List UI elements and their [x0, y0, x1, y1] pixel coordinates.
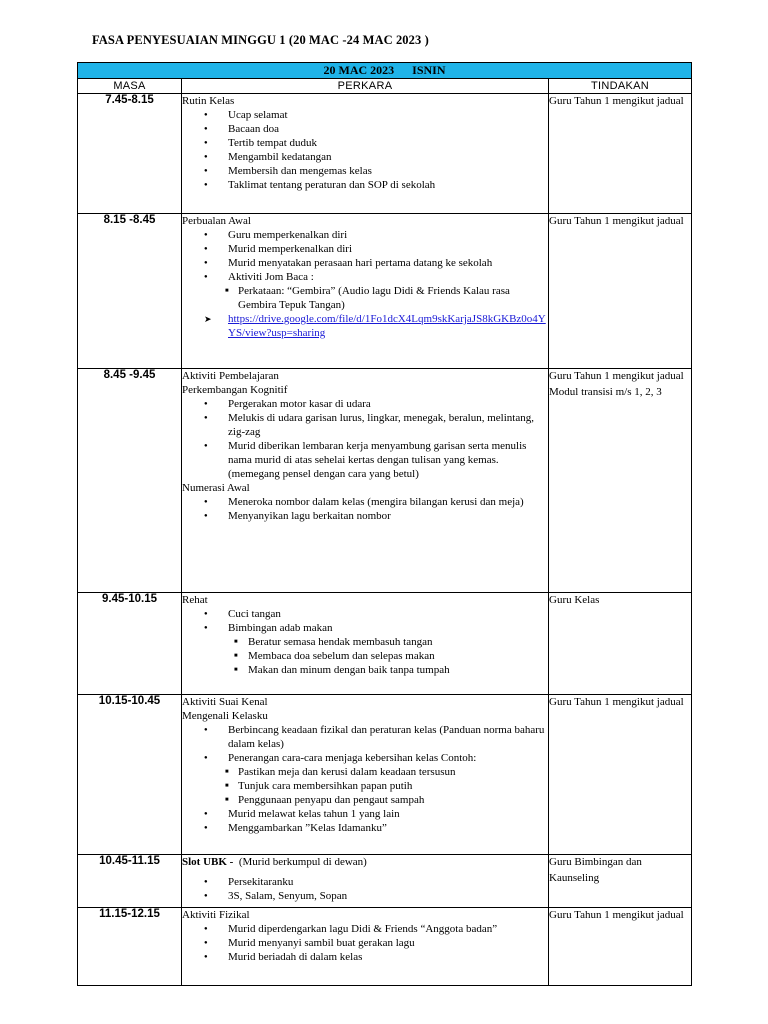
bullet-item: ● Menggambarkan ”Kelas Idamanku”	[182, 821, 548, 835]
schedule-row	[78, 695, 692, 855]
bullet-item: ● Melukis di udara garisan lurus, lingkar, menegak, beralun, melintang, zig-zag	[182, 411, 548, 439]
time-cell: 8.45 -9.45	[78, 369, 182, 593]
bullet-item: ● Murid diberikan lembaran kerja menyambung garisan serta menulis nama murid di atas sehelai kertas dengan tulisan yang kemas. (memegang pensel dengan cara yang betul)	[182, 439, 548, 481]
schedule-row	[78, 908, 692, 986]
section-heading: Numerasi Awal	[182, 482, 250, 494]
header-masa: MASA	[78, 79, 182, 94]
bullet-item: ● Guru memperkenalkan diri	[182, 228, 548, 242]
section-heading: Rehat	[182, 594, 208, 606]
bullet-item: ● Murid menyatakan perasaan hari pertama datang ke sekolah	[182, 256, 548, 270]
schedule-row	[78, 214, 692, 369]
audio-link[interactable]: https://drive.google.com/file/d/1Fo1dcX4Lqm9skKarjaJS8kGKBz0o4YYS/view?usp=sharing	[228, 313, 546, 339]
link-item	[182, 312, 548, 340]
sub-bullet-item: ■ Tunjuk cara membersihkan papan putih	[182, 779, 548, 793]
day-date: 20 MAC 2023	[323, 63, 395, 77]
bullet-item: ● Menyanyikan lagu berkaitan nombor	[182, 509, 548, 523]
action-cell: Guru Tahun 1 mengikut jadual Modul transisi m/s 1, 2, 3	[549, 369, 692, 593]
action-cell: Guru Tahun 1 mengikut jadual	[549, 908, 692, 986]
time-cell: 10.45-11.15	[78, 855, 182, 908]
bullet-item: ● Bimbingan adab makan	[182, 621, 548, 635]
schedule-row	[78, 593, 692, 695]
bullet-item: ● Persekitaranku	[182, 875, 548, 889]
sub-bullet-item: ■ Membaca doa sebelum dan selepas makan	[182, 649, 548, 663]
schedule-row	[78, 94, 692, 214]
bullet-item: ● Taklimat tentang peraturan dan SOP di sekolah	[182, 178, 548, 192]
bullet-item: ● Tertib tempat duduk	[182, 136, 548, 150]
schedule-row	[78, 855, 692, 908]
column-header-row	[78, 79, 692, 94]
bullet-item: ● Membersih dan mengemas kelas	[182, 164, 548, 178]
day-name: ISNIN	[412, 63, 446, 77]
day-header-cell	[78, 63, 692, 79]
section-heading: Aktiviti Pembelajaran	[182, 370, 279, 382]
time-cell: 7.45-8.15	[78, 94, 182, 214]
document-title: FASA PENYESUAIAN MINGGU 1 (20 MAC -24 MAC 2023 )	[92, 33, 429, 47]
section-heading: Aktiviti Suai Kenal	[182, 696, 268, 708]
time-cell: 11.15-12.15	[78, 908, 182, 986]
schedule-table	[77, 62, 692, 986]
bullet-item: ● Murid beriadah di dalam kelas	[182, 950, 548, 964]
section-heading: Perkembangan Kognitif	[182, 384, 288, 396]
sub-bullet-item: ■ Perkataan: “Gembira” (Audio lagu Didi & Friends Kalau rasa Gembira Tepuk Tangan)	[182, 284, 548, 312]
activity-cell	[182, 695, 549, 855]
bullet-item: ● Murid menyanyi sambil buat gerakan lagu	[182, 936, 548, 950]
bullet-item: ● Cuci tangan	[182, 607, 548, 621]
section-heading: Aktiviti Fizikal	[182, 909, 250, 921]
section-heading: Perbualan Awal	[182, 215, 251, 227]
action-cell: Guru Tahun 1 mengikut jadual	[549, 94, 692, 214]
sub-bullet-item: ■ Penggunaan penyapu dan pengaut sampah	[182, 793, 548, 807]
slot-heading	[182, 855, 548, 869]
activity-cell	[182, 369, 549, 593]
bullet-item: ● Aktiviti Jom Baca :	[182, 270, 548, 284]
activity-cell	[182, 214, 549, 369]
bullet-item: ● Bacaan doa	[182, 122, 548, 136]
activity-cell	[182, 908, 549, 986]
action-cell: Guru Bimbingan dan Kaunseling	[549, 855, 692, 908]
action-cell: Guru Kelas	[549, 593, 692, 695]
header-tindakan: TINDAKAN	[549, 79, 692, 94]
bullet-item: ● Meneroka nombor dalam kelas (mengira bilangan kerusi dan meja)	[182, 495, 548, 509]
bullet-item: ● Ucap selamat	[182, 108, 548, 122]
bullet-item: ● Murid diperdengarkan lagu Didi & Friends “Anggota badan”	[182, 922, 548, 936]
sub-bullet-item: ■ Beratur semasa hendak membasuh tangan	[182, 635, 548, 649]
bullet-item: ● Pergerakan motor kasar di udara	[182, 397, 548, 411]
activity-cell	[182, 855, 549, 908]
schedule-row	[78, 369, 692, 593]
header-perkara: PERKARA	[182, 79, 549, 94]
time-cell: 9.45-10.15	[78, 593, 182, 695]
bullet-item: ● Berbincang keadaan fizikal dan peraturan kelas (Panduan norma baharu dalam kelas)	[182, 723, 548, 751]
time-cell: 10.15-10.45	[78, 695, 182, 855]
action-cell: Guru Tahun 1 mengikut jadual	[549, 695, 692, 855]
day-header-row	[78, 63, 692, 79]
sub-bullet-item: ■ Makan dan minum dengan baik tanpa tumpah	[182, 663, 548, 677]
bullet-item: ● Mengambil kedatangan	[182, 150, 548, 164]
bullet-item: ● Penerangan cara-cara menjaga kebersihan kelas Contoh:	[182, 751, 548, 765]
bullet-item: ● 3S, Salam, Senyum, Sopan	[182, 889, 548, 903]
slot-note: (Murid berkumpul di dewan)	[233, 856, 367, 868]
section-heading: Mengenali Kelasku	[182, 710, 268, 722]
bullet-item: ● Murid memperkenalkan diri	[182, 242, 548, 256]
slot-label: Slot UBK -	[182, 856, 234, 868]
activity-cell	[182, 593, 549, 695]
action-cell: Guru Tahun 1 mengikut jadual	[549, 214, 692, 369]
bullet-item: ● Murid melawat kelas tahun 1 yang lain	[182, 807, 548, 821]
activity-cell	[182, 94, 549, 214]
section-heading: Rutin Kelas	[182, 95, 235, 107]
time-cell: 8.15 -8.45	[78, 214, 182, 369]
sub-bullet-item: ■ Pastikan meja dan kerusi dalam keadaan tersusun	[182, 765, 548, 779]
